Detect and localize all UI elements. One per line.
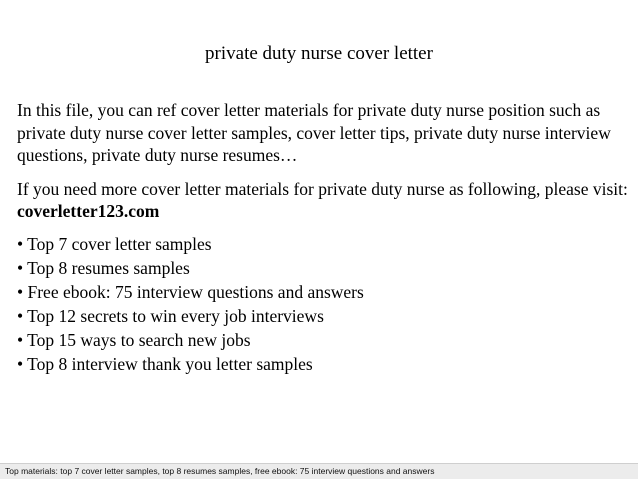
- list-item: • Top 7 cover letter samples: [17, 233, 212, 254]
- list-item: • Top 15 ways to search new jobs: [17, 329, 251, 350]
- more-materials-text: If you need more cover letter materials for private duty nurse as following, please visit:: [17, 178, 628, 199]
- materials-list: [17, 233, 629, 376]
- list-item: • Free ebook: 75 interview questions and answers: [17, 281, 364, 302]
- footer-bar: [0, 463, 638, 479]
- list-item: • Top 8 resumes samples: [17, 257, 190, 278]
- footer-text: Top materials: top 7 cover letter samples, top 8 resumes samples, free ebook: 75 interview questions and answers: [5, 466, 435, 476]
- list-item: • Top 8 interview thank you letter samples: [17, 353, 313, 374]
- more-materials-paragraph: [17, 178, 629, 223]
- list-item: • Top 12 secrets to win every job interviews: [17, 305, 324, 326]
- site-link[interactable]: coverletter123.com: [17, 201, 160, 221]
- intro-paragraph: In this file, you can ref cover letter materials for private duty nurse position such as private duty nurse cover letter samples, cover letter tips, private duty nurse interview questions, private duty nurse resumes…: [17, 100, 611, 165]
- document-body: [17, 99, 629, 377]
- page-title: private duty nurse cover letter: [205, 43, 433, 64]
